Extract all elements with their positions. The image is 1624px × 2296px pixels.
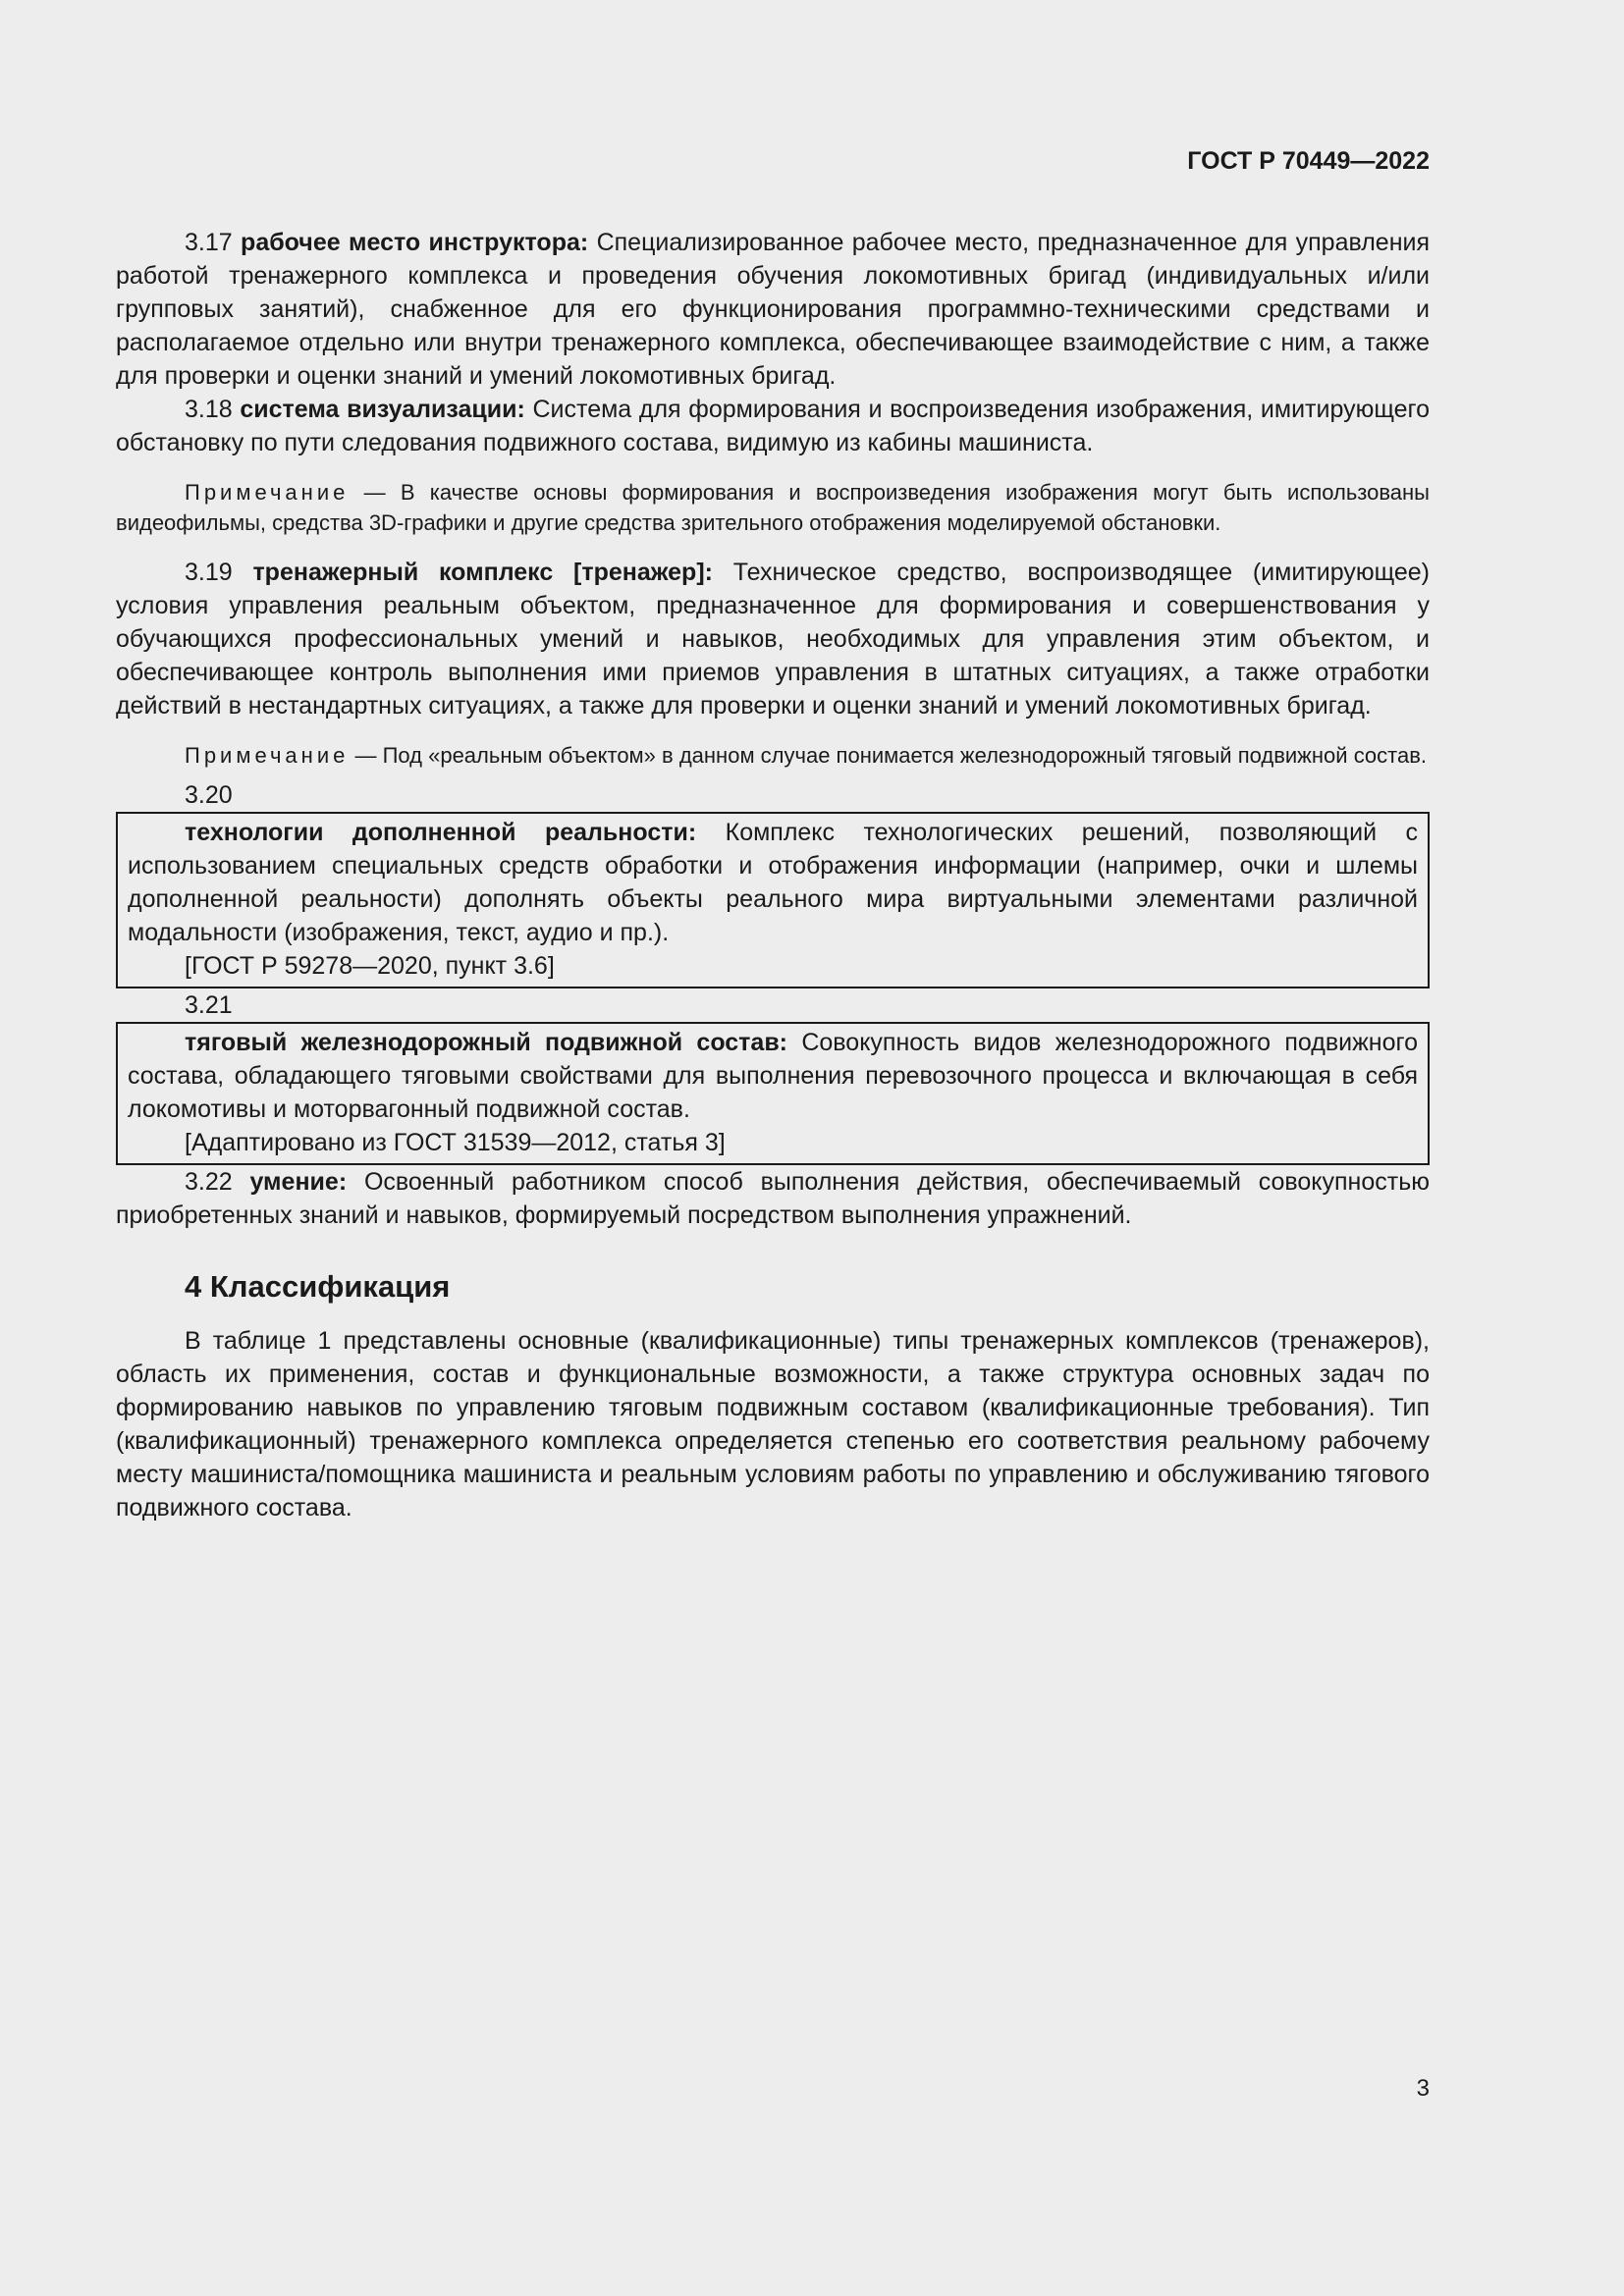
page-content — [116, 226, 1430, 1524]
term-3-21 — [128, 1026, 1418, 1126]
term-definition: Совокупность видов железнодорожного подвижного состава, обладающего тяговыми свойствами для выполнения перевозочного процесса и включающая в себя локомотивы и моторвагонный подвижной состав. — [128, 1029, 1418, 1123]
note-text: — Под «реальным объектом» в данном случае понимается железнодорожный тяговый подвижной состав. — [354, 743, 1428, 768]
term-number: 3.18 — [185, 396, 233, 423]
term-3-22 — [116, 1165, 1430, 1232]
term-title: система визуализации: — [240, 396, 525, 423]
section-title: 4 Классификация — [185, 1269, 451, 1304]
note-3-18 — [116, 477, 1430, 538]
term-definition: Специализированное рабочее место, предназначенное для управления работой тренажерного комплекса и проведения обучения локомотивных бригад (индивидуальных и/или групповых занятий), снабженное для его функционирования программно-техническими средствами и располагаемое отдельно или внутри тренажерного комплекса, обеспечивающее взаимодействие с ним, а также для проверки и оценки знаний и умений локомотивных бригад. — [116, 229, 1431, 390]
term-box-3-21 — [116, 1022, 1430, 1165]
term-definition: Комплекс технологических решений, позволяющий с использованием специальных средств обработки и отображения информации (например, очки и шлемы дополненной реальности) дополнять объекты реального мира виртуальными элементами различной модальности (изображения, текст, аудио и пр.). — [128, 819, 1418, 946]
page-number: 3 — [1416, 2075, 1430, 2102]
term-definition: Техническое средство, воспроизводящее (имитирующее) условия управления реальным объектом, предназначенное для формирования и совершенствования у обучающихся профессиональных умений и навыков, необходимых для управления этим объектом, и обеспечивающее контроль выполнения ими приемов управления в штатных ситуациях, а также отработки действий в нестандартных ситуациях, а также для проверки и оценки знаний и умений локомотивных бригад. — [116, 559, 1431, 720]
term-3-18 — [116, 393, 1430, 459]
term-3-20 — [128, 816, 1418, 949]
term-title: тяговый железнодорожный подвижной состав: — [185, 1029, 788, 1056]
term-number: 3.22 — [185, 1168, 233, 1196]
term-definition: Система для формирования и воспроизведения изображения, имитирующего обстановку по пути следования подвижного состава, видимую из кабины машиниста. — [116, 396, 1430, 456]
section-paragraph: В таблице 1 представлены основные (квалификационные) типы тренажерных комплексов (тренажеров), область их применения, состав и функциональные возможности, а также структура основных задач по формированию навыков по управлению тяговым подвижным составом (квалификационные требования). Тип (квалификационный) тренажерного комплекса определяется степенью его соответствия реальному рабочему месту машиниста/помощника машиниста и реальным условиям работы по управлению и обслуживанию тягового подвижного состава. — [116, 1327, 1430, 1522]
term-3-17 — [116, 226, 1430, 393]
term-number-3-21: 3.21 — [185, 991, 233, 1019]
term-number-3-20: 3.20 — [185, 781, 233, 809]
term-source: [ГОСТ Р 59278—2020, пункт 3.6] — [185, 952, 555, 980]
note-3-19 — [116, 740, 1430, 771]
term-number: 3.17 — [185, 229, 233, 256]
term-3-19 — [116, 556, 1430, 722]
note-label: Примечание — [185, 480, 350, 505]
term-source: [Адаптировано из ГОСТ 31539—2012, статья 3] — [185, 1129, 726, 1156]
term-title: технологии дополненной реальности: — [185, 819, 697, 846]
term-number: 3.19 — [185, 559, 233, 586]
note-label: Примечание — [185, 743, 350, 768]
term-title: умение: — [249, 1168, 348, 1196]
term-definition: Освоенный работником способ выполнения действия, обеспечиваемый совокупностью приобретенных знаний и навыков, формируемый посредством выполнения упражнений. — [116, 1168, 1430, 1229]
term-box-3-20 — [116, 812, 1430, 988]
term-title: тренажерный комплекс [тренажер]: — [252, 559, 713, 586]
note-text: — В качестве основы формирования и воспроизведения изображения могут быть использованы видеофильмы, средства 3D-графики и другие средства зрительного отображения моделируемой обстановки. — [116, 480, 1430, 535]
document-code: ГОСТ Р 70449—2022 — [1187, 147, 1430, 175]
term-title: рабочее место инструктора: — [241, 229, 589, 256]
